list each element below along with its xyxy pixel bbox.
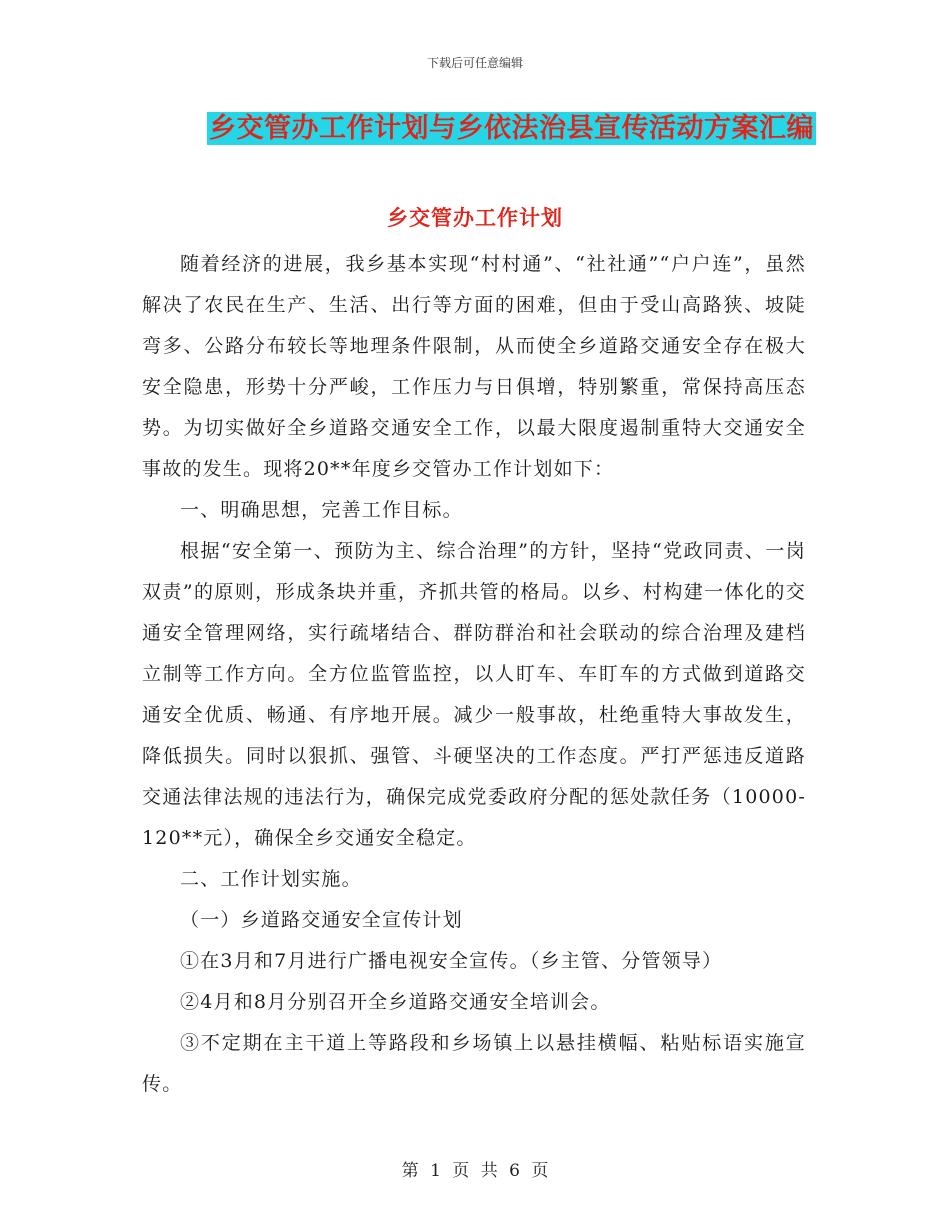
document-title: 乡交管办工作计划与乡依法治县宣传活动方案汇编: [209, 113, 814, 144]
list-item-3: ③不定期在主干道上等路段和乡场镇上以悬挂横幅、粘贴标语实施宣传。: [142, 1032, 806, 1095]
list-item-1: ①在3月和7月进行广播电视安全宣传。（乡主管、分管领导）: [180, 950, 723, 972]
subheading-publicity-plan: （一）乡道路交通安全宣传计划: [180, 909, 463, 931]
page-footer: 第 1 页 共 6 页: [401, 1161, 549, 1181]
section-title: 乡交管办工作计划: [387, 206, 563, 230]
heading-goals: 一、明确思想，完善工作目标。: [180, 499, 463, 521]
header-note: 下载后可任意编辑: [426, 56, 523, 70]
paragraph-intro: 随着经济的进展，我乡基本实现“村村通”、“社社通”“户户连”，虽然解决了农民在生产、生活、出行等方面的困难，但由于受山高路狭、坡陡弯多、公路分布较长等地理条件限制，从而使全乡道路交通安全存在极大安全隐患，形势十分严峻，工作压力与日俱增，特别繁重，常保持高压态势。为切实做好全乡道路交通安全工作，以最大限度遏制重特大交通安全事故的发生。现将20**年度乡交管办工作计划如下：: [142, 253, 806, 480]
document-body: [142, 244, 806, 1105]
list-item-2: ②4月和8月分别召开全乡道路交通安全培训会。: [180, 991, 611, 1013]
paragraph-goals: 根据“安全第一、预防为主、综合治理”的方针，坚持“党政同责、一岗双责”的原则，形成条块并重，齐抓共管的格局。以乡、村构建一体化的交通安全管理网络，实行疏堵结合、群防群治和社会联动的综合治理及建档立制等工作方向。全方位监管监控，以人盯车、车盯车的方式做到道路交通安全优质、畅通、有序地开展。减少一般事故，杜绝重特大事故发生，降低损失。同时以狠抓、强管、斗硬坚决的工作态度。严打严惩违反道路交通法律法规的违法行为，确保完成党委政府分配的惩处款任务（10000-120**元），确保全乡交通安全稳定。: [142, 540, 806, 849]
heading-implementation: 二、工作计划实施。: [180, 868, 362, 890]
